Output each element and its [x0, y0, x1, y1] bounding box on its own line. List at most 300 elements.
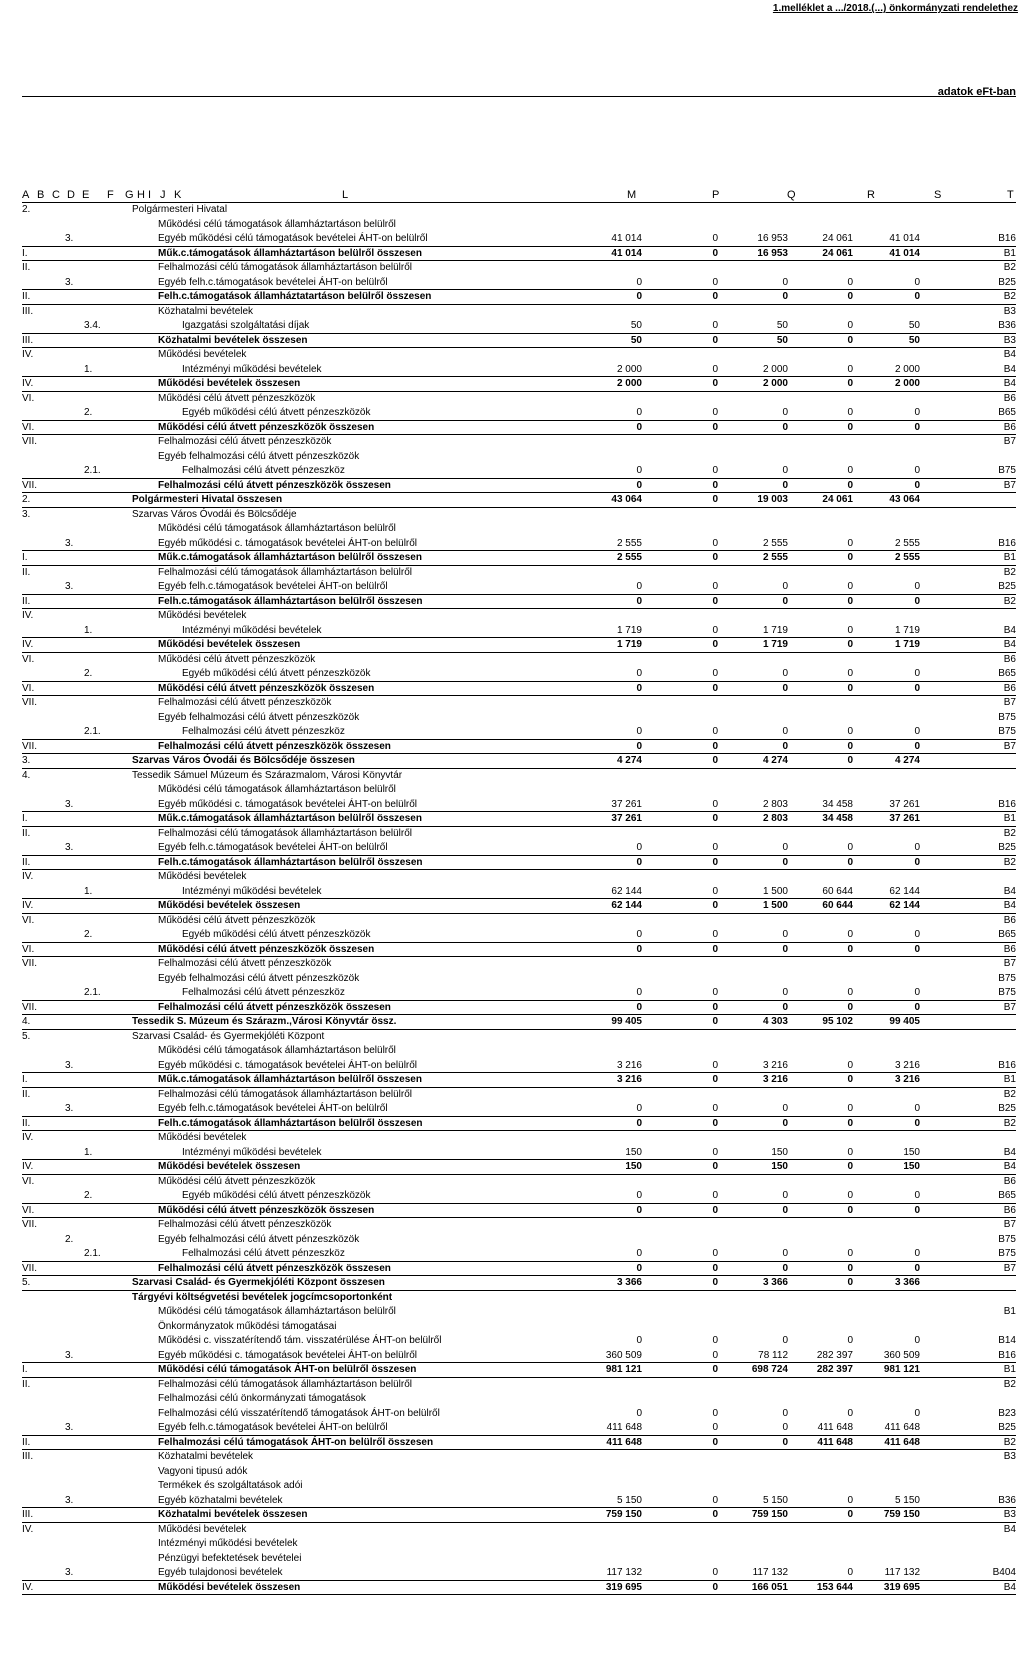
row-value: 0	[782, 479, 788, 491]
row-value: 5 150	[894, 1494, 920, 1506]
row-sub-index: 1.	[84, 885, 93, 897]
table-row	[22, 1247, 1016, 1262]
row-value: 0	[712, 421, 718, 433]
row-code: B2	[1003, 1088, 1016, 1100]
row-code: B4	[1003, 1523, 1016, 1535]
row-value: 4 303	[762, 1016, 788, 1027]
table-row	[22, 1218, 1016, 1233]
row-label: Tessedik Sámuel Múzeum és Szárazmalom, Városi Könyvtár	[132, 769, 403, 781]
row-sub-index: 2.	[84, 929, 93, 940]
table-row	[22, 972, 1016, 987]
table-row	[22, 1059, 1016, 1074]
row-value: 0	[847, 479, 853, 491]
row-value: 166 051	[751, 1581, 788, 1593]
row-label: Közhatalmi bevételek összesen	[158, 334, 308, 346]
table-row	[22, 827, 1016, 842]
row-value: 0	[847, 1335, 853, 1346]
row-roman-index: II.	[22, 595, 31, 607]
row-roman-index: IV.	[22, 610, 34, 621]
row-value: 2 803	[762, 798, 788, 810]
row-value: 0	[636, 987, 642, 998]
row-value: 411 648	[817, 1436, 853, 1448]
row-label: Felhalmozási célú átvett pénzeszköz	[182, 1248, 345, 1259]
table-row	[22, 798, 1016, 813]
table-row	[22, 856, 1016, 871]
row-value: 0	[847, 1494, 853, 1506]
row-label: Felh.c.támogatások államháztartáson belülről összesen	[158, 1117, 423, 1129]
table-row	[22, 1146, 1016, 1161]
row-value: 62 144	[611, 885, 642, 897]
row-sub-index: 1.	[84, 1146, 93, 1158]
column-letter: H	[137, 189, 145, 201]
table-row	[22, 928, 1016, 943]
row-value: 0	[712, 1103, 718, 1114]
column-letter: M	[627, 189, 637, 201]
row-roman-index: 3.	[22, 508, 31, 520]
row-value: 0	[847, 595, 853, 607]
row-value: 0	[712, 885, 718, 897]
table-row	[22, 261, 1016, 276]
row-label: Működési célú átvett pénzeszközök összesen	[158, 682, 375, 694]
row-value: 37 261	[889, 798, 920, 810]
row-label: Polgármesteri Hivatal összesen	[132, 494, 283, 505]
row-label: Egyéb tulajdonosi bevételek	[158, 1567, 283, 1578]
row-code: B7	[1003, 958, 1016, 969]
row-value: 411 648	[884, 1422, 920, 1433]
row-value: 0	[712, 639, 718, 650]
row-value: 16 953	[757, 233, 788, 244]
row-value: 0	[636, 668, 642, 679]
table-row	[22, 870, 1016, 885]
row-roman-index: IV.	[22, 900, 34, 911]
table-row	[22, 421, 1016, 436]
row-sub-index: 3.	[65, 1059, 74, 1071]
row-label: Működési bevételek összesen	[158, 378, 301, 389]
row-code: B3	[1003, 305, 1016, 317]
table-row	[22, 1189, 1016, 1204]
row-value: 319 695	[883, 1581, 920, 1593]
row-value: 0	[847, 552, 853, 563]
row-value: 41 014	[889, 233, 920, 244]
row-label: Egyéb felhalmozási célú átvett pénzeszközök	[158, 711, 360, 723]
row-value: 0	[914, 291, 920, 302]
row-value: 0	[914, 1117, 920, 1129]
row-value: 0	[914, 1103, 920, 1114]
row-code: B36	[998, 320, 1016, 331]
row-sub-index: 3.	[65, 581, 74, 592]
row-value: 0	[712, 320, 718, 331]
row-value: 0	[914, 1204, 920, 1216]
column-letter: G	[125, 189, 134, 201]
row-value: 0	[847, 363, 853, 375]
row-sub-index: 2.	[65, 1233, 74, 1245]
row-value: 0	[712, 1059, 718, 1071]
row-value: 0	[712, 595, 718, 607]
row-label: Egyéb működési c. támogatások bevételei ÁHT-on belülről	[158, 1349, 418, 1361]
row-sub-index: 3.	[65, 537, 74, 549]
row-sub-index: 3.	[65, 842, 74, 853]
row-label: Egyéb működési célú átvett pénzeszközök	[182, 407, 371, 418]
row-value: 41 014	[889, 247, 920, 259]
row-sub-index: 3.	[65, 1349, 74, 1361]
row-value: 759 150	[605, 1509, 642, 1520]
row-value: 50	[908, 334, 920, 346]
table-row	[22, 754, 1016, 769]
table-row	[22, 479, 1016, 494]
row-value: 0	[847, 624, 853, 636]
row-roman-index: II.	[22, 291, 31, 302]
row-value: 0	[712, 798, 718, 810]
row-value: 34 458	[822, 798, 853, 810]
row-label: Műk.c.támogatások államháztartáson belülről összesen	[158, 1074, 422, 1085]
row-value: 0	[712, 1248, 718, 1259]
row-code: B6	[1003, 682, 1016, 694]
table-row	[22, 740, 1016, 755]
row-label: Felhalmozási célú támogatások államháztartáson belülről	[158, 1378, 413, 1390]
row-code: B2	[1003, 595, 1016, 607]
row-value: 117 132	[606, 1567, 642, 1578]
table-row	[22, 914, 1016, 929]
row-code: B3	[1003, 1509, 1016, 1520]
row-value: 0	[712, 740, 718, 752]
row-value: 0	[636, 421, 642, 433]
row-code: B2	[1003, 1117, 1016, 1129]
row-value: 0	[847, 276, 853, 288]
row-value: 0	[712, 276, 718, 288]
row-value: 150	[625, 1146, 642, 1158]
row-label: Egyéb felh.c.támogatások bevételei ÁHT-on belülről	[158, 1422, 388, 1433]
table-row	[22, 812, 1016, 827]
row-value: 0	[847, 320, 853, 331]
row-code: B7	[1003, 740, 1016, 752]
row-code: B4	[1003, 900, 1016, 911]
row-code: B25	[998, 581, 1016, 592]
row-value: 0	[847, 1262, 853, 1274]
row-value: 0	[782, 276, 788, 288]
table-row	[22, 1030, 1016, 1045]
row-label: Egyéb felhalmozási célú átvett pénzeszközök	[158, 1233, 360, 1245]
row-value: 0	[847, 740, 853, 752]
row-roman-index: IV.	[22, 1523, 34, 1535]
row-value: 0	[847, 1509, 853, 1520]
row-value: 78 112	[758, 1349, 788, 1361]
row-value: 0	[712, 1117, 718, 1129]
row-label: Működési bevételek	[158, 1132, 247, 1143]
row-roman-index: I.	[22, 813, 28, 824]
row-value: 0	[782, 1103, 788, 1114]
row-value: 153 644	[816, 1581, 853, 1593]
row-value: 0	[914, 581, 920, 592]
row-value: 2 000	[894, 378, 920, 389]
unit-note: adatok eFt-ban	[937, 86, 1016, 98]
row-code: B2	[1003, 262, 1016, 273]
row-code: B65	[998, 407, 1016, 418]
row-code: B7	[1003, 436, 1016, 447]
row-value: 0	[712, 813, 718, 824]
row-label: Műk.c.támogatások államháztartáson belülről összesen	[158, 813, 422, 824]
column-letter: B	[37, 189, 45, 201]
row-label: Működési célú átvett pénzeszközök összesen	[158, 943, 375, 955]
row-value: 0	[712, 1436, 718, 1448]
row-value: 0	[712, 987, 718, 998]
row-code: B1	[1003, 1364, 1016, 1375]
row-value: 2 000	[616, 363, 642, 375]
table-row	[22, 1117, 1016, 1132]
row-label: Felhalmozási célú átvett pénzeszköz	[182, 465, 345, 476]
row-value: 282 397	[816, 1349, 853, 1361]
row-value: 99 405	[889, 1016, 920, 1027]
row-roman-index: 4.	[22, 769, 31, 781]
row-sub-index: 3.	[65, 233, 74, 244]
row-value: 0	[847, 639, 853, 650]
row-code: B6	[1003, 421, 1016, 433]
row-label: Egyéb felhalmozási célú átvett pénzeszközök	[158, 450, 360, 462]
row-value: 4 274	[762, 755, 788, 766]
row-value: 0	[914, 1407, 920, 1419]
table-row	[22, 638, 1016, 653]
row-roman-index: II.	[22, 856, 31, 868]
row-value: 0	[914, 1248, 920, 1259]
row-label: Felhalmozási célú visszatérítendő támogatások ÁHT-on belülről	[158, 1407, 440, 1419]
row-value: 117 132	[884, 1567, 920, 1578]
row-value: 50	[630, 320, 642, 331]
row-label: Működési célú átvett pénzeszközök	[158, 392, 316, 404]
row-value: 150	[903, 1161, 920, 1172]
row-code: B6	[1003, 392, 1016, 404]
column-letter: C	[52, 189, 60, 201]
row-value: 0	[782, 1436, 788, 1448]
row-value: 0	[636, 465, 642, 476]
row-code: B7	[1003, 1219, 1016, 1230]
table-row	[22, 1349, 1016, 1364]
row-code: B16	[998, 1349, 1016, 1361]
row-value: 0	[914, 740, 920, 752]
row-value: 2 000	[616, 378, 642, 389]
column-letter: R	[867, 189, 875, 201]
row-value: 41 014	[611, 247, 642, 259]
row-value: 981 121	[605, 1364, 642, 1375]
row-roman-index: 2.	[22, 204, 31, 215]
row-sub-index: 3.	[65, 1567, 74, 1578]
table-row	[22, 1508, 1016, 1523]
row-roman-index: VI.	[22, 914, 35, 926]
row-code: B4	[1003, 1146, 1016, 1158]
row-label: Egyéb felh.c.támogatások bevételei ÁHT-on belülről	[158, 581, 388, 592]
row-code: B1	[1003, 1306, 1016, 1317]
row-label: Önkormányzatok működési támogatásai	[158, 1320, 337, 1332]
row-sub-index: 2.1.	[84, 1248, 101, 1259]
row-value: 2 555	[894, 552, 920, 563]
table-row	[22, 725, 1016, 740]
row-value: 0	[782, 407, 788, 418]
row-roman-index: VII.	[22, 958, 38, 969]
table-row	[22, 580, 1016, 595]
row-value: 2 555	[894, 537, 920, 549]
row-code: B75	[998, 1248, 1016, 1259]
row-value: 1 719	[894, 639, 920, 650]
row-value: 0	[914, 1262, 920, 1274]
table-row	[22, 769, 1016, 784]
row-value: 1 719	[616, 639, 642, 650]
row-value: 0	[847, 856, 853, 868]
row-code: B25	[998, 1103, 1016, 1114]
row-value: 0	[847, 929, 853, 940]
row-roman-index: VI.	[22, 653, 35, 665]
row-value: 1 719	[616, 624, 642, 636]
row-label: Közhatalmi bevételek összesen	[158, 1509, 308, 1520]
row-label: Felh.c.támogatások államháztartáson belülről összesen	[158, 856, 423, 868]
row-label: Működési célú átvett pénzeszközök	[158, 653, 316, 665]
row-roman-index: VII.	[22, 697, 38, 708]
row-value: 3 216	[762, 1074, 788, 1085]
row-value: 0	[712, 494, 718, 505]
row-value: 0	[712, 1349, 718, 1361]
row-label: Felhalmozási célú önkormányzati támogatások	[158, 1393, 366, 1404]
row-code: B2	[1003, 1436, 1016, 1448]
row-roman-index: IV.	[22, 1132, 34, 1143]
row-label: Működési bevételek összesen	[158, 639, 301, 650]
row-value: 0	[712, 929, 718, 940]
row-sub-index: 2.1.	[84, 987, 101, 998]
row-code: B25	[998, 842, 1016, 853]
table-row	[22, 1204, 1016, 1219]
table-row	[22, 682, 1016, 697]
row-value: 0	[712, 1277, 718, 1288]
row-value: 0	[636, 291, 642, 302]
row-value: 0	[847, 465, 853, 476]
table-row	[22, 943, 1016, 958]
row-value: 411 648	[884, 1436, 920, 1448]
table-row	[22, 1334, 1016, 1349]
row-value: 24 061	[822, 494, 853, 505]
row-value: 0	[782, 465, 788, 476]
row-value: 0	[636, 682, 642, 694]
row-label: Szarvas Város Óvodái és Bölcsődéje összesen	[132, 755, 355, 766]
row-code: B65	[998, 929, 1016, 940]
table-row	[22, 508, 1016, 523]
row-value: 0	[712, 1422, 718, 1433]
row-value: 0	[782, 1422, 788, 1433]
row-value: 34 458	[822, 813, 853, 824]
row-value: 0	[847, 407, 853, 418]
row-value: 4 274	[616, 755, 642, 766]
row-code: B16	[998, 798, 1016, 810]
row-label: Működési célú átvett pénzeszközök összesen	[158, 1204, 375, 1216]
row-value: 3 216	[616, 1059, 642, 1071]
row-label: Intézményi működési bevételek	[182, 885, 322, 897]
row-value: 0	[712, 1494, 718, 1506]
row-value: 0	[712, 378, 718, 389]
row-value: 0	[782, 581, 788, 592]
table-row	[22, 1581, 1016, 1596]
row-label: Intézményi működési bevételek	[158, 1538, 298, 1549]
row-label: Egyéb felh.c.támogatások bevételei ÁHT-on belülről	[158, 276, 388, 288]
row-code: B4	[1003, 885, 1016, 897]
row-code: B25	[998, 1422, 1016, 1433]
row-label: Tárgyévi költségvetési bevételek jogcímcsoportonként	[132, 1291, 393, 1303]
row-value: 0	[914, 276, 920, 288]
row-value: 2 555	[616, 537, 642, 549]
row-value: 50	[776, 334, 788, 346]
row-value: 0	[712, 363, 718, 375]
row-roman-index: II.	[22, 566, 31, 578]
row-value: 411 648	[817, 1422, 853, 1433]
row-value: 150	[625, 1161, 642, 1172]
row-label: Felhalmozási célú átvett pénzeszközök	[158, 958, 332, 969]
row-value: 5 150	[616, 1494, 642, 1506]
row-code: B2	[1003, 566, 1016, 578]
annex-title: 1.melléklet a .../2018.(...) önkormányzati rendelethez	[772, 3, 1018, 14]
row-sub-index: 3.	[65, 1103, 74, 1114]
row-value: 0	[712, 291, 718, 302]
row-value: 0	[712, 1001, 718, 1013]
row-sub-index: 3.	[65, 1422, 74, 1433]
row-value: 24 061	[822, 233, 853, 244]
row-value: 0	[712, 1407, 718, 1419]
row-code: B3	[1003, 1451, 1016, 1462]
row-code: B75	[998, 726, 1016, 737]
row-value: 0	[782, 943, 788, 955]
column-letter: E	[82, 189, 90, 201]
row-value: 0	[847, 1103, 853, 1114]
row-value: 0	[847, 1407, 853, 1419]
row-roman-index: VII.	[22, 479, 38, 491]
row-value: 0	[914, 1335, 920, 1346]
row-label: Működési c. visszatérítendő tám. visszatérülése ÁHT-on belülről	[158, 1335, 442, 1346]
row-code: B7	[1003, 479, 1016, 491]
table-row	[22, 334, 1016, 349]
row-value: 759 150	[883, 1509, 920, 1520]
row-value: 62 144	[611, 900, 642, 911]
row-value: 16 953	[757, 247, 788, 259]
table-row	[22, 232, 1016, 247]
row-code: B1	[1003, 1074, 1016, 1085]
column-letter: D	[67, 189, 75, 201]
table-row	[22, 696, 1016, 711]
row-label: Működési bevételek összesen	[158, 900, 301, 911]
table-row	[22, 1479, 1016, 1494]
row-value: 0	[782, 856, 788, 868]
row-value: 43 064	[889, 494, 920, 505]
table-row	[22, 319, 1016, 334]
row-label: Intézményi működési bevételek	[182, 1146, 322, 1158]
row-value: 1 500	[762, 900, 788, 911]
row-value: 0	[847, 1204, 853, 1216]
row-roman-index: VI.	[22, 421, 35, 433]
row-roman-index: IV.	[22, 378, 34, 389]
table-row	[22, 218, 1016, 233]
table-row	[22, 1523, 1016, 1538]
row-value: 360 509	[883, 1349, 920, 1361]
row-value: 0	[712, 1146, 718, 1158]
row-value: 3 366	[762, 1277, 788, 1288]
row-label: Egyéb működési célú átvett pénzeszközök	[182, 1190, 371, 1201]
row-label: Felhalmozási célú átvett pénzeszközök	[158, 697, 332, 708]
table-row	[22, 1392, 1016, 1407]
row-value: 0	[847, 1146, 853, 1158]
row-value: 0	[636, 842, 642, 853]
table-row	[22, 1305, 1016, 1320]
row-roman-index: 3.	[22, 755, 31, 766]
row-value: 5 150	[762, 1494, 788, 1506]
row-label: Vagyoni tipusú adók	[158, 1465, 248, 1477]
table-row	[22, 624, 1016, 639]
row-value: 24 061	[822, 247, 853, 259]
row-sub-index: 3.	[65, 1494, 74, 1506]
row-roman-index: 5.	[22, 1277, 31, 1288]
row-code: B36	[998, 1494, 1016, 1506]
table-row	[22, 1291, 1016, 1306]
